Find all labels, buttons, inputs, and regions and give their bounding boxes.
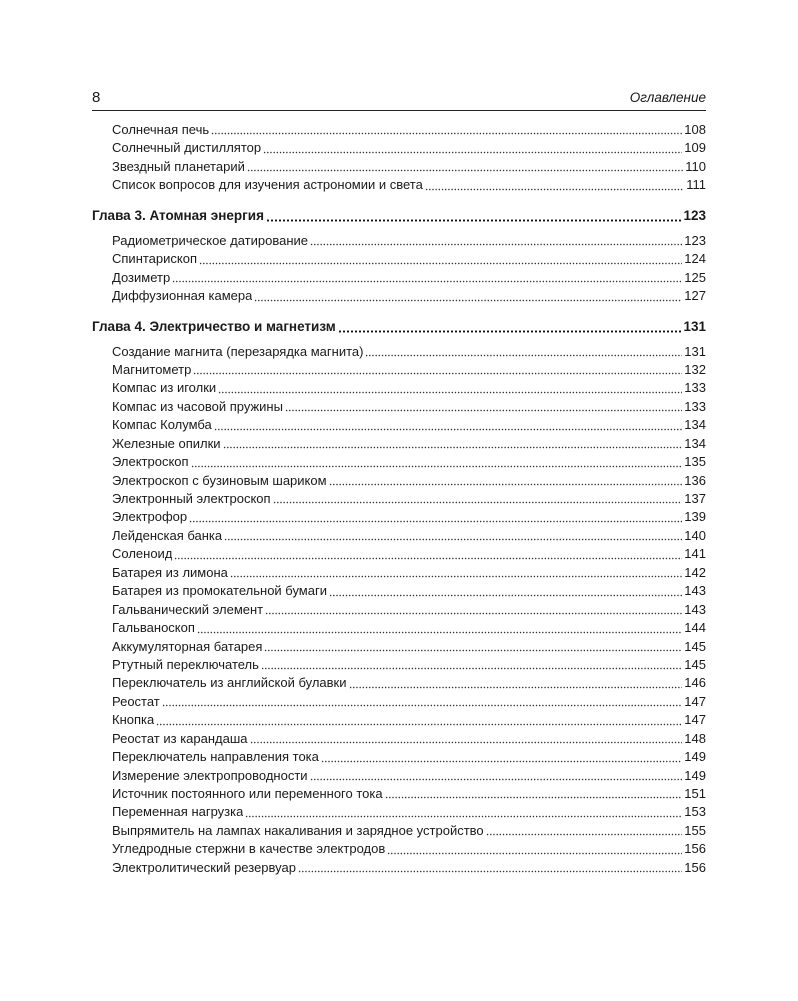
dot-leader [338,330,682,333]
entry-title: Дозиметр [112,269,171,285]
page-ref: 139 [684,509,706,525]
entry-title: Переключатель направления тока [112,749,319,765]
dot-leader [387,852,682,855]
page-ref: 127 [684,288,706,304]
toc-entry [92,527,706,545]
page-ref: 137 [684,491,706,506]
dot-leader [199,262,682,265]
page-ref: 125 [684,269,706,285]
entry-title: Аккумуляторная батарея [112,638,263,654]
entry-title: Спинтарископ [112,251,198,267]
dot-leader [263,151,682,154]
page-ref: 136 [684,472,706,488]
dot-leader [265,612,682,615]
toc-entry [92,453,706,471]
toc-chapter [92,316,706,338]
page-header [92,89,706,109]
toc-entry [92,840,706,858]
toc-entry [92,674,706,692]
entry-title: Источник постоянного или переменного тока [112,786,383,801]
toc-chapter [92,205,706,227]
page-ref: 145 [684,656,706,672]
toc-entry [92,121,706,139]
dot-leader [250,741,683,744]
dot-leader [189,520,682,523]
chapter-title: Глава 4. Электричество и магнетизм [92,318,336,334]
toc-entry [92,158,706,176]
page-ref: 131 [683,318,706,334]
dot-leader [162,704,683,707]
page-ref: 134 [684,417,706,433]
entry-title: Радиометрическое датирование [112,232,309,248]
toc-entry [92,250,706,268]
page-ref: 111 [686,177,706,193]
toc-entry [92,711,706,729]
page-ref: 135 [684,454,706,470]
toc-entry [92,232,706,250]
page-ref: 155 [684,822,706,838]
section-gap [92,306,706,316]
entry-title: Соленоид [112,546,173,562]
toc-entry [92,785,706,803]
dot-leader [214,428,683,431]
page-ref: 134 [684,435,706,451]
page-ref: 156 [684,841,706,857]
toc-entry [92,656,706,674]
page-ref: 156 [684,859,706,875]
toc-entry [92,508,706,526]
toc-entry [92,176,706,194]
chapter-title: Глава 3. Атомная энергия [92,207,264,223]
dot-leader [156,723,682,726]
dot-leader [224,538,682,541]
page-ref: 151 [684,786,706,801]
toc-entry [92,619,706,637]
toc-entry [92,379,706,397]
entry-title: Электрофор [112,509,188,525]
entry-title: Электроскоп [112,454,189,470]
page-ref: 147 [684,712,706,728]
dot-leader [197,631,682,634]
dot-leader [223,446,683,449]
entry-title: Ртутный переключатель [112,656,259,672]
page-ref: 109 [684,140,706,156]
dot-leader [273,501,683,504]
entry-title: Диффузионная камера [112,288,253,304]
dot-leader [285,409,682,412]
entry-title: Солнечный дистиллятор [112,140,262,156]
entry-title: Лейденская банка [112,527,223,543]
dot-leader [486,833,683,836]
page-ref: 110 [685,158,706,174]
toc-entry [92,545,706,563]
toc-entry [92,638,706,656]
page-ref: 143 [684,583,706,599]
toc-entry [92,435,706,453]
dot-leader [174,557,682,560]
page-ref: 133 [684,398,706,414]
page-ref: 132 [684,361,706,377]
page-ref: 153 [684,804,706,820]
entry-title: Кнопка [112,712,155,728]
running-title: Оглавление [629,90,706,105]
entry-title: Угледродные стержни в качестве электродов [112,841,386,857]
dot-leader [425,188,684,191]
page-ref: 124 [684,251,706,267]
page-ref: 123 [684,232,706,248]
entry-title: Измерение электропроводности [112,767,308,783]
page-ref: 131 [684,343,706,359]
toc-entry [92,767,706,785]
entry-title: Электроскоп с бузиновым шариком [112,472,327,488]
page-ref: 142 [684,564,706,580]
dot-leader [310,243,682,246]
entry-title: Список вопросов для изучения астрономии и света [112,177,423,193]
page-ref: 145 [684,638,706,654]
page-ref: 140 [684,527,706,543]
page-ref: 147 [684,693,706,709]
toc-entry [92,269,706,287]
entry-title: Электронный электроскоп [112,491,271,506]
dot-leader [193,372,682,375]
entry-title: Переключатель из английской булавки [112,675,347,691]
toc-entry [92,287,706,305]
dot-leader [254,299,682,302]
entry-title: Компас из часовой пружины [112,398,283,414]
dot-leader [310,778,683,781]
entry-title: Создание магнита (перезарядка магнита) [112,343,364,359]
toc-entry [92,398,706,416]
page-ref: 143 [684,601,706,617]
entry-title: Магнитометр [112,361,192,377]
dot-leader [365,354,682,357]
entry-title: Электролитический резервуар [112,859,296,875]
entry-title: Гальваноскоп [112,620,195,636]
dot-leader [191,465,683,468]
dot-leader [264,649,682,652]
entry-title: Железные опилки [112,435,221,451]
entry-title: Гальванический элемент [112,601,264,617]
dot-leader [385,796,683,799]
page-ref: 146 [684,675,706,691]
page-ref: 123 [683,207,706,223]
page-ref: 148 [684,730,706,746]
table-of-contents [92,121,706,877]
toc-entry [92,601,706,619]
entry-title: Солнечная печь [112,122,210,137]
toc-entry [92,139,706,157]
dot-leader [321,760,682,763]
dot-leader [230,575,682,578]
header-divider [92,110,706,111]
toc-entry [92,822,706,840]
dot-leader [211,132,682,135]
toc-entry [92,859,706,877]
page-ref: 149 [684,749,706,765]
section-gap [92,195,706,205]
dot-leader [245,815,682,818]
dot-leader [329,483,683,486]
toc-entry [92,803,706,821]
page-ref: 141 [684,546,706,562]
toc-entry [92,343,706,361]
entry-title: Реостат из карандаша [112,730,248,746]
toc-entry [92,730,706,748]
dot-leader [218,391,682,394]
entry-title: Переменная нагрузка [112,804,244,820]
page-ref: 108 [684,122,706,137]
dot-leader [261,667,682,670]
page-ref: 149 [684,767,706,783]
dot-leader [247,169,683,172]
entry-title: Выпрямитель на лампах накаливания и зарядное устройство [112,822,484,838]
entry-title: Реостат [112,693,160,709]
toc-entry [92,490,706,508]
dot-leader [266,219,682,222]
page-ref: 133 [684,380,706,396]
dot-leader [172,280,682,283]
entry-title: Батарея из промокательной бумаги [112,583,327,599]
toc-entry [92,416,706,434]
toc-entry [92,693,706,711]
page-number: 8 [92,89,101,106]
toc-entry [92,748,706,766]
toc-entry [92,361,706,379]
entry-title: Компас Колумба [112,417,212,433]
entry-title: Батарея из лимона [112,564,228,580]
entry-title: Компас из иголки [112,380,217,396]
dot-leader [298,870,682,873]
toc-entry [92,582,706,600]
page-ref: 144 [684,620,706,636]
dot-leader [329,594,682,597]
toc-entry [92,472,706,490]
entry-title: Звездный планетарий [112,158,245,174]
dot-leader [349,686,683,689]
toc-entry [92,564,706,582]
